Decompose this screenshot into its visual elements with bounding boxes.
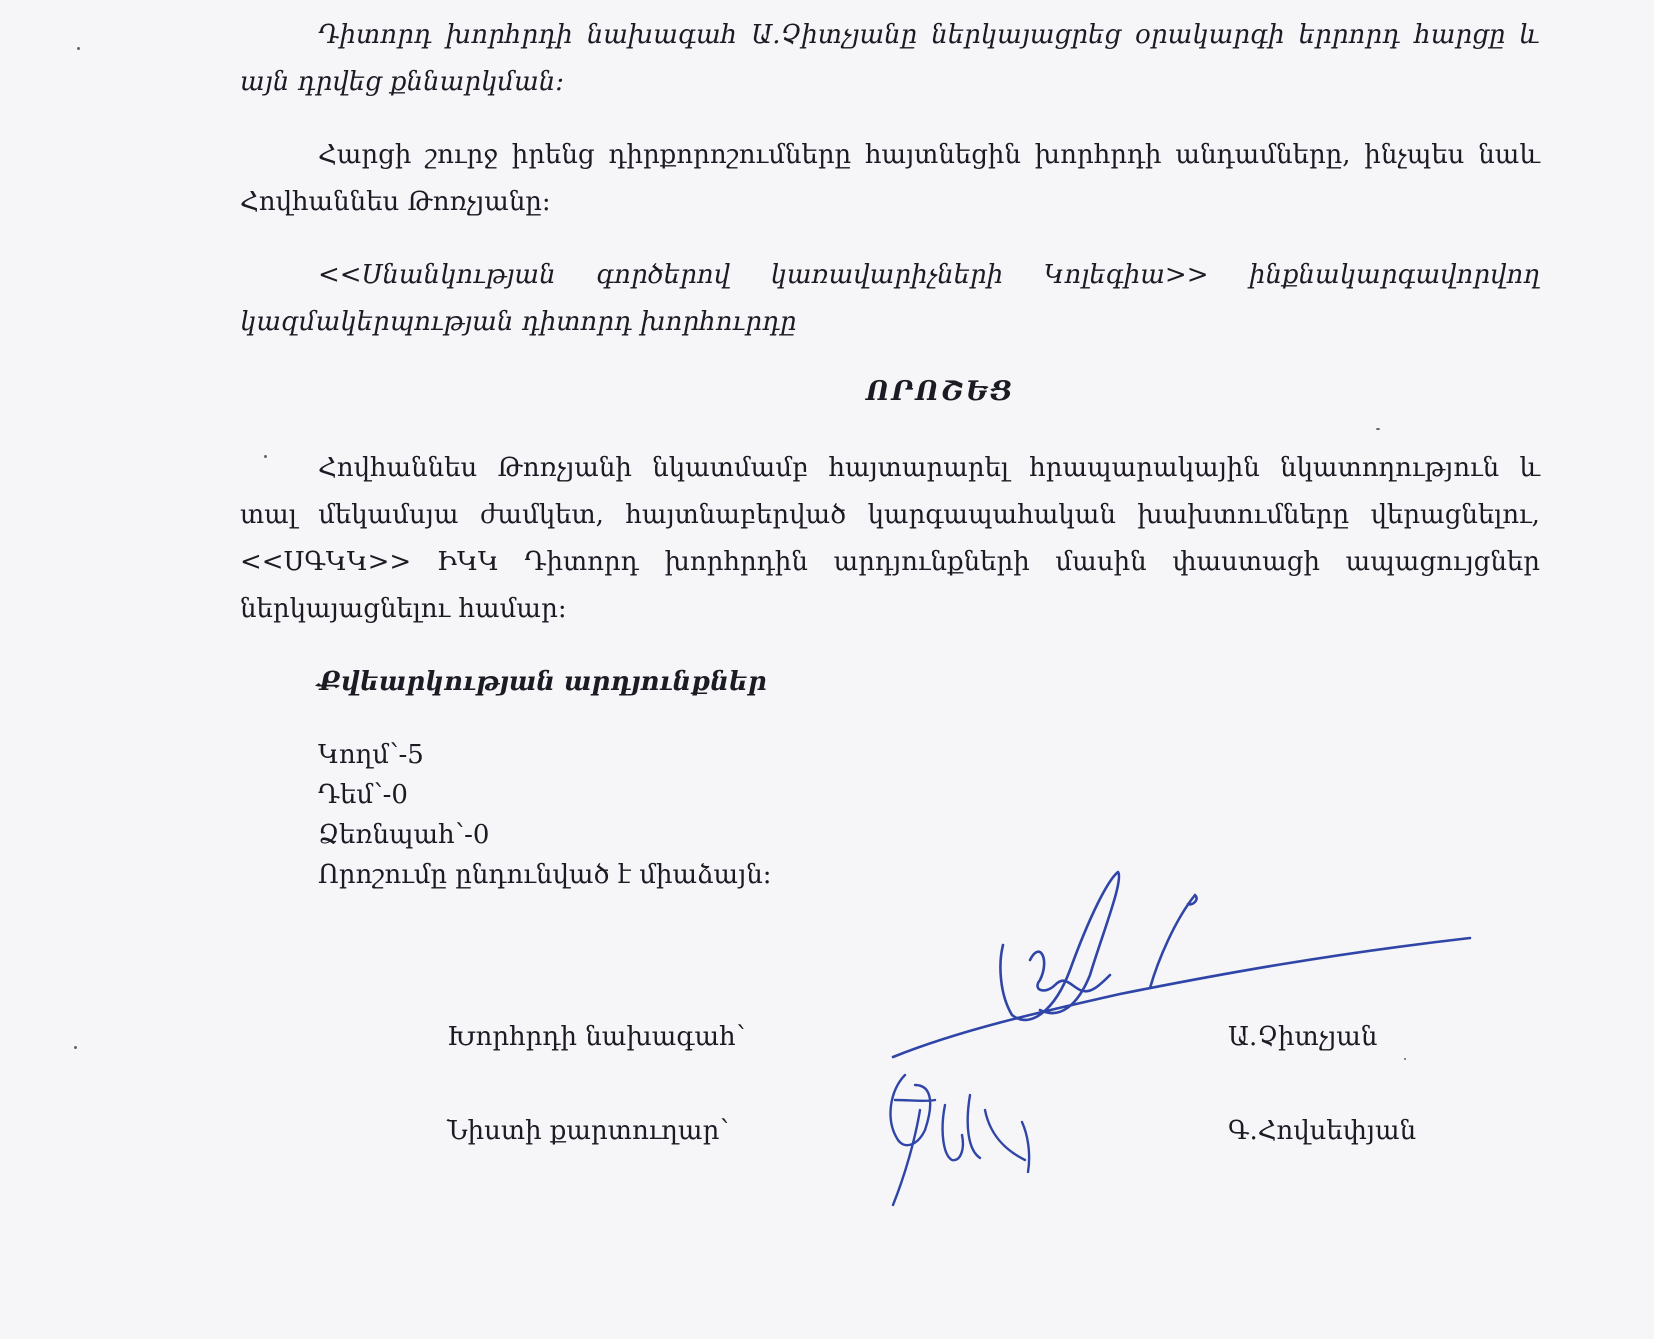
word: կառավարիչների [770, 260, 1004, 290]
scan-speck [1404, 1058, 1406, 1060]
vote-against: Դեմ՝-0 [318, 780, 408, 810]
word: նաև [1478, 140, 1540, 170]
word: ներկայացրեց [931, 20, 1121, 50]
word: փաստացի [1172, 547, 1320, 577]
word: մեկամսյա [318, 500, 459, 530]
word: Դիտորդ [318, 20, 432, 50]
scan-speck [74, 1046, 77, 1049]
vote-title: Քվեարկության արդյունքներ [318, 667, 767, 697]
decision-heading: ՈՐՈՇԵՑ [866, 376, 1015, 407]
word: հայտնաբերված [625, 500, 847, 530]
word: նկատողություն [1280, 453, 1500, 483]
word: և [1519, 453, 1540, 483]
paragraph-1-line-2: այն դրվեց քննարկման: [240, 67, 565, 97]
word: Դիտորդ [524, 547, 639, 577]
vote-abstain: Ձեռնպահ՝-0 [318, 820, 490, 850]
secretary-title: Նիստի քարտուղար՝ [447, 1116, 729, 1146]
word: ինչպես [1364, 140, 1465, 170]
word: հայտարարել [828, 453, 1009, 483]
word: նախագահ [586, 20, 738, 50]
word: վերացնելու, [1370, 500, 1540, 530]
word: մասին [1055, 547, 1147, 577]
word: ինքնակարգավորվող [1248, 260, 1540, 290]
word: գործերով [596, 260, 731, 290]
word: Կոլեգիա>> [1043, 260, 1209, 290]
word: ԻԿԿ [436, 547, 499, 577]
word: հայտնեցին [864, 140, 1021, 170]
word: Հարցի [318, 140, 412, 170]
word: անդամները, [1175, 140, 1351, 170]
word: իրենց [511, 140, 595, 170]
vote-result: Որոշումը ընդունված է միաձայն: [318, 860, 772, 890]
word: խորհրդի [1034, 140, 1162, 170]
vote-for: Կողմ՝-5 [318, 740, 424, 770]
word: խորհրդին [664, 547, 808, 577]
word: օրակարգի [1135, 20, 1285, 50]
scan-speck [1376, 428, 1380, 430]
word: հարցը [1414, 20, 1506, 50]
word: խորհրդի [445, 20, 573, 50]
word: Ա.Չիտչյանը [751, 20, 918, 50]
word: նկատմամբ [652, 453, 809, 483]
secretary-name: Գ.Հովսեփյան [1228, 1116, 1417, 1146]
word: շուրջ [425, 140, 498, 170]
paragraph-3-line-2: կազմակերպության դիտորդ խորհուրդը [240, 307, 797, 337]
chair-title: Խորհրդի նախագահ՝ [447, 1022, 746, 1052]
word: և [1519, 20, 1540, 50]
word: հրապարակային [1029, 453, 1260, 483]
scan-speck [264, 455, 267, 458]
word: Հովհաննես [318, 453, 478, 483]
word: <<ՍԳԿԿ>> [240, 547, 412, 577]
word: <<Սնանկության [318, 260, 556, 290]
word: դիրքորոշումները [608, 140, 852, 170]
word: արդյունքների [833, 547, 1030, 577]
paragraph-4-line-4: ներկայացնելու համար: [240, 594, 567, 624]
paragraph-2-line-2: Հովհաննես Թոռչյանը: [240, 187, 551, 217]
word: ապացույցներ [1345, 547, 1540, 577]
word: տալ [240, 500, 297, 530]
word: ժամկետ, [479, 500, 604, 530]
word: կարգապահական [867, 500, 1116, 530]
scan-speck [77, 47, 80, 50]
word: երրորդ [1298, 20, 1401, 50]
chair-signature [893, 872, 1470, 1057]
word: Թոռչյանի [497, 453, 632, 483]
word: խախտումները [1137, 500, 1350, 530]
chair-name: Ա.Չիտչյան [1228, 1022, 1378, 1052]
secretary-signature [891, 1075, 1030, 1205]
